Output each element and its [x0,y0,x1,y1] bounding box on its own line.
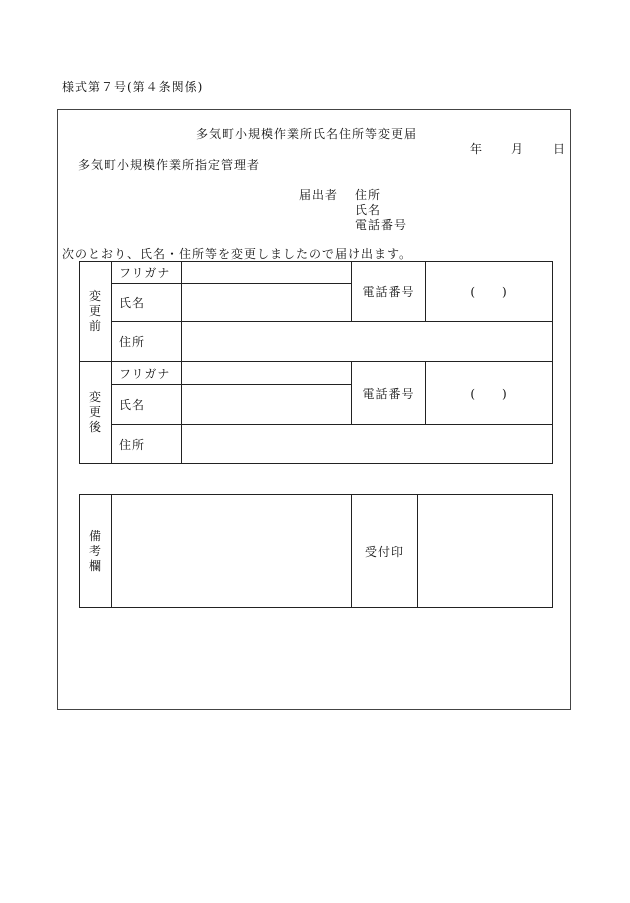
after-furigana-row [80,362,553,385]
after-address-field[interactable] [182,425,553,464]
after-furigana-label: フリガナ [112,362,182,385]
remarks-table [79,494,553,608]
before-address-row [80,322,553,362]
statement-text: 次のとおり、氏名・住所等を変更しましたので届け出ます。 [62,247,413,261]
before-name-label: 氏名 [112,284,182,322]
after-name-label: 氏名 [112,385,182,425]
before-address-label: 住所 [112,322,182,362]
date-month-label: 月 [511,142,525,156]
after-name-field[interactable] [182,385,352,425]
remarks-row [80,495,553,608]
form-number: 様式第７号(第４条関係) [62,80,204,94]
date-day-label: 日 [553,142,567,156]
after-address-row [80,425,553,464]
change-table [79,261,553,464]
after-section-label: 変更後 [80,362,112,464]
applicant-name-label: 氏名 [355,203,382,217]
after-phone-label: 電話番号 [352,362,426,425]
applicant-phone-label: 電話番号 [355,218,408,232]
form-title: 多気町小規模作業所氏名住所等変更届 [196,127,418,141]
applicant-address-label: 住所 [355,188,382,202]
before-phone-field[interactable]: ( ) [426,262,553,322]
before-section-label: 変更前 [80,262,112,362]
before-phone-label: 電話番号 [352,262,426,322]
before-address-field[interactable] [182,322,553,362]
reception-stamp-label: 受付印 [352,495,418,608]
date-year-label: 年 [470,142,484,156]
before-name-field[interactable] [182,284,352,322]
before-furigana-field[interactable] [182,262,352,284]
after-phone-field[interactable]: ( ) [426,362,553,425]
after-address-label: 住所 [112,425,182,464]
before-furigana-label: フリガナ [112,262,182,284]
reception-stamp-area[interactable] [418,495,553,608]
addressee: 多気町小規模作業所指定管理者 [78,158,261,172]
remarks-field[interactable] [112,495,352,608]
before-furigana-row [80,262,553,284]
applicant-label: 届出者 [299,188,339,202]
remarks-label: 備考欄 [80,495,112,608]
after-furigana-field[interactable] [182,362,352,385]
